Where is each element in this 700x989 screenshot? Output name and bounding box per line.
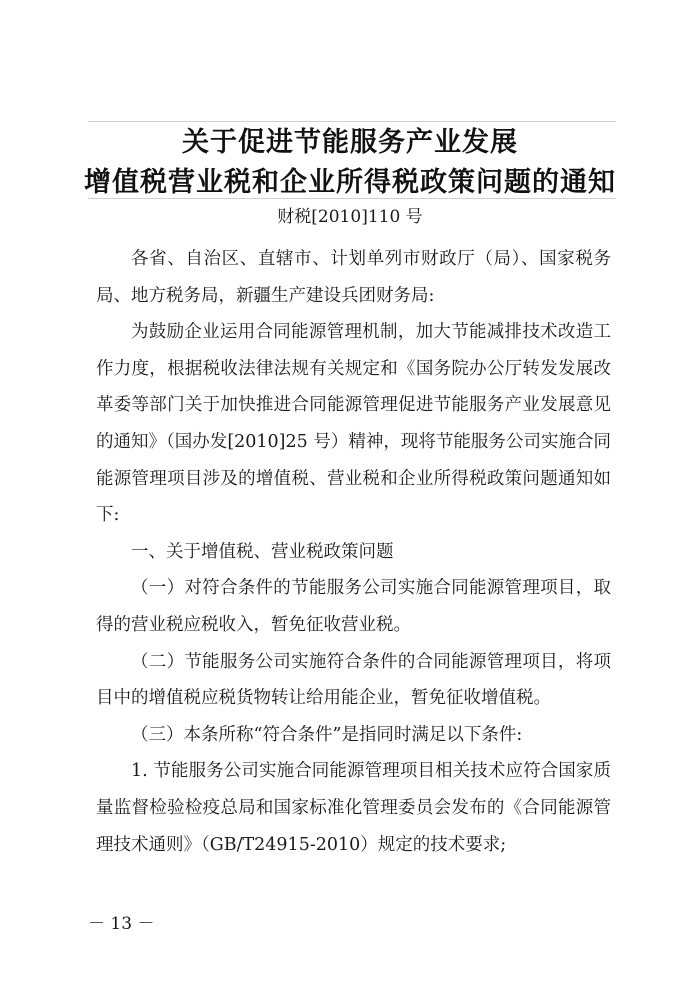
paragraph-item-1: （一）对符合条件的节能服务公司实施合同能源管理项目，取得的营业税应税收入，暂免征收营业税。: [96, 578, 611, 635]
document-number: 财税[2010]110 号: [277, 207, 423, 227]
top-rule: [88, 121, 616, 122]
paragraph-item-2: （二）节能服务公司实施符合条件的合同能源管理项目，将项目中的增值税应税货物转让给用能企业，暂免征收增值税。: [96, 651, 611, 709]
page-number: － 13 －: [88, 914, 155, 934]
paragraph-addressees: 各省、自治区、直辖市、计划单列市财政厅（局）、国家税务局、地方税务局，新疆生产建设兵团财务局:: [96, 249, 611, 306]
paragraph-preamble: 为鼓励企业运用合同能源管理机制，加大节能减排技术改造工作力度，根据税收法律法规有关规定和《国务院办公厅转发发展改革委等部门关于加快推进合同能源管理促进节能服务产业发展意见的通知》（国办发[2010]25 号）精神，现将节能服务公司实施合同能源管理项目涉及的增值税、营业税和企业所得税政策问题通知如下:: [96, 322, 611, 526]
title-rule: [88, 198, 616, 199]
document-title-line-1: 关于促进节能服务产业发展: [182, 127, 518, 158]
document-body: [96, 241, 611, 863]
paragraph-condition-1: 1. 节能服务公司实施合同能源管理项目相关技术应符合国家质量监督检验检疫总局和国家标准化管理委员会发布的《合同能源管理技术通则》（GB/T24915-2010）规定的技术要求;: [96, 761, 611, 855]
paragraph-item-3: （三）本条所称“符合条件”是指同时满足以下条件:: [131, 724, 523, 745]
section-heading-vat-business-tax: 一、关于增值税、营业税政策问题: [131, 541, 394, 562]
document-title-line-2: 增值税营业税和企业所得税政策问题的通知: [84, 167, 616, 198]
